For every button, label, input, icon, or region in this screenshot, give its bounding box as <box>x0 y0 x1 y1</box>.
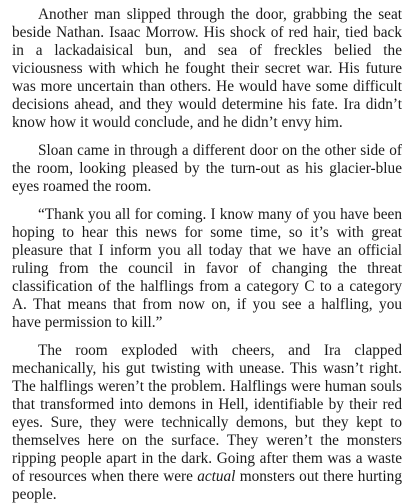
paragraph-isaac-morrow: Another man slipped through the door, grabbing the seat beside Nathan. Isaac Morrow. His shock of red hair, tied back in a lackadaisical bun, and sea of freckles belied the viciousness with which he fought their secret war. His future was more uncertain than others. He would have some difficult decisions ahead, and they would determine his fate. Ira didn’t know how it would conclude, and he didn’t envy him. <box>12 6 402 131</box>
paragraph-sloan-speech: “Thank you all for coming. I know many of you have been hoping to hear this news for some time, so it’s with great pleasure that I inform you all today that we have an official ruling from the council in favor of changing the threat classification of the halflings from a category C to a category A. That means that from now on, if you see a halfling, you have permission to kill.” <box>12 206 402 331</box>
paragraph-room-reaction <box>12 342 402 504</box>
paragraph-text-before: The room exploded with cheers, and Ira clapped mechanically, his gut twisting with unease. This wasn’t right. The halflings weren’t the problem. Halflings were human souls that transformed into demons in Hell, identifiable by their red eyes. Sure, they were technically demons, but they kept to themselves here on the surface. They weren’t the monsters ripping people apart in the dark. Going after them was a waste of resources when there were <box>12 342 402 485</box>
paragraph-sloan-arrives: Sloan came in through a different door on the other side of the room, looking pleased by the turn-out as his glacier-blue eyes roamed the room. <box>12 142 402 195</box>
paragraph-text-after: monsters out there hurting people. <box>12 468 402 503</box>
emphasized-word: actual <box>197 468 236 485</box>
